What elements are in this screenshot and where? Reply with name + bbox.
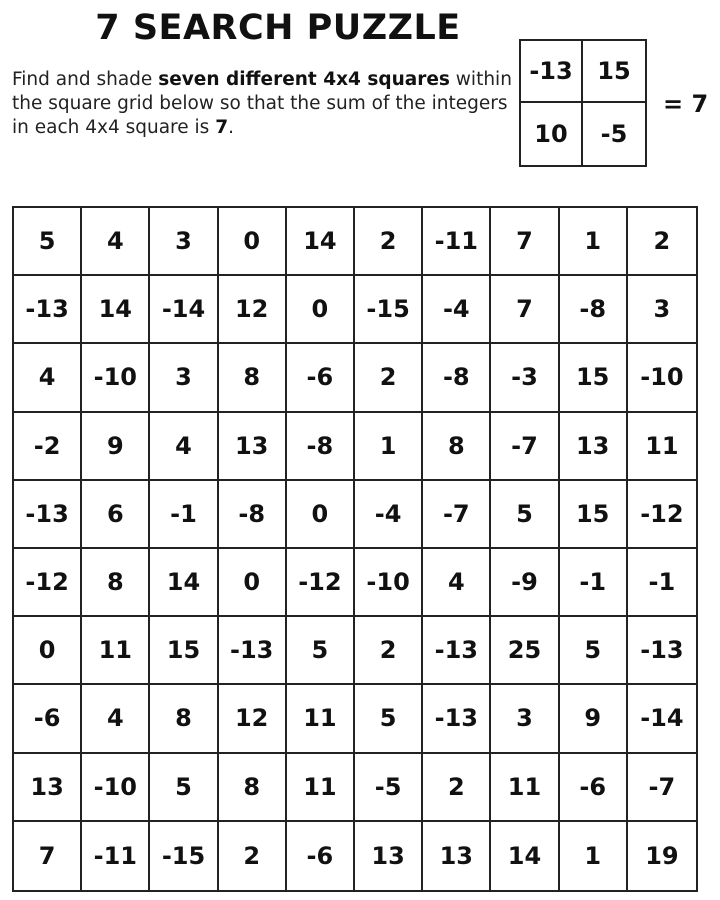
grid-cell[interactable]: 4 [82,208,150,276]
example-cell: 10 [521,103,583,165]
grid-cell[interactable]: 2 [628,208,696,276]
grid-cell[interactable]: 9 [82,413,150,481]
grid-cell[interactable]: 4 [14,344,82,412]
grid-cell[interactable]: 3 [150,208,218,276]
grid-cell[interactable]: -14 [150,276,218,344]
grid-cell[interactable]: -7 [491,413,559,481]
grid-cell[interactable]: -10 [82,344,150,412]
grid-cell[interactable]: -13 [423,685,491,753]
grid-cell[interactable]: -1 [150,481,218,549]
grid-cell[interactable]: 13 [560,413,628,481]
grid-cell[interactable]: -7 [628,754,696,822]
grid-cell[interactable]: -8 [423,344,491,412]
grid-cell[interactable]: 14 [287,208,355,276]
grid-cell[interactable]: 14 [150,549,218,617]
grid-cell[interactable]: 19 [645,841,679,870]
grid-cell[interactable]: -10 [355,549,423,617]
grid-cell[interactable]: 15 [560,344,628,412]
example-cell: -5 [600,120,628,148]
grid-cell[interactable]: 14 [491,822,559,890]
grid-cell[interactable]: -13 [423,617,491,685]
grid-cell[interactable]: 4 [423,549,491,617]
grid-cell[interactable]: 25 [491,617,559,685]
grid-cell[interactable]: -6 [560,754,628,822]
grid-cell[interactable]: 9 [560,685,628,753]
grid-cell[interactable]: -4 [423,276,491,344]
instructions-bold-2: 7 [215,117,229,138]
grid-cell[interactable]: 5 [491,481,559,549]
grid-cell[interactable]: -3 [491,344,559,412]
grid-cell[interactable]: 0 [287,481,355,549]
grid-cell[interactable]: 1 [355,413,423,481]
grid-cell[interactable]: -14 [628,685,696,753]
grid-cell[interactable]: 2 [219,822,287,890]
grid-cell[interactable]: -12 [14,549,82,617]
grid-cell[interactable]: 3 [150,344,218,412]
example-grid [519,39,647,167]
grid-cell[interactable]: 14 [82,276,150,344]
grid-cell[interactable]: -4 [355,481,423,549]
grid-cell[interactable]: 6 [82,481,150,549]
grid-cell[interactable]: 5 [355,685,423,753]
grid-cell[interactable]: -10 [628,344,696,412]
grid-cell[interactable]: -11 [423,208,491,276]
grid-cell[interactable]: 7 [14,822,82,890]
grid-cell[interactable]: -5 [355,754,423,822]
grid-cell[interactable]: 4 [150,413,218,481]
grid-cell[interactable]: -13 [14,276,82,344]
grid-cell[interactable]: -1 [628,549,696,617]
grid-cell[interactable]: 15 [560,481,628,549]
grid-cell[interactable]: 8 [423,413,491,481]
grid-cell[interactable]: -1 [560,549,628,617]
grid-cell[interactable]: -8 [560,276,628,344]
grid-cell[interactable]: -6 [287,822,355,890]
grid-cell[interactable]: 0 [219,549,287,617]
grid-cell[interactable]: 8 [219,754,287,822]
instructions-bold-1: seven different 4x4 squares [158,69,450,90]
grid-cell[interactable]: -8 [287,413,355,481]
grid-cell[interactable]: 1 [560,822,628,890]
grid-cell[interactable]: -6 [287,344,355,412]
grid-cell[interactable]: -15 [150,822,218,890]
grid-cell[interactable]: 5 [14,208,82,276]
grid-cell[interactable]: 11 [491,754,559,822]
grid-cell[interactable]: -10 [82,754,150,822]
grid-cell[interactable]: 7 [491,208,559,276]
grid-cell[interactable]: -13 [14,481,82,549]
grid-cell[interactable]: 2 [355,344,423,412]
grid-cell[interactable]: 8 [219,344,287,412]
instructions-text-2: within the square grid below so that the sum of the integers in each 4x4 square is [12,69,512,138]
grid-cell[interactable]: 11 [287,685,355,753]
instructions [12,68,512,140]
grid-cell[interactable]: 12 [219,276,287,344]
grid-cell[interactable]: 12 [219,685,287,753]
example-cell: 15 [583,41,645,103]
instructions-text-1: Find and shade [12,69,159,90]
grid-cell[interactable]: 1 [560,208,628,276]
example-cell: -13 [521,41,583,103]
grid-cell[interactable]: -2 [14,413,82,481]
grid-cell[interactable]: 7 [491,276,559,344]
instructions-text-3: . [228,117,234,138]
grid-cell[interactable]: 11 [628,413,696,481]
grid-cell[interactable]: 2 [355,617,423,685]
grid-cell[interactable]: 8 [150,685,218,753]
grid-cell[interactable]: 13 [355,822,423,890]
grid-cell[interactable]: 11 [82,617,150,685]
grid-cell[interactable]: 0 [14,617,82,685]
grid-cell[interactable]: 3 [628,276,696,344]
grid-cell[interactable]: -6 [14,685,82,753]
example-equals: = 7 [663,90,709,118]
grid-cell[interactable]: 13 [14,754,82,822]
grid-cell[interactable]: 13 [219,413,287,481]
grid-cell[interactable]: 0 [287,276,355,344]
grid-cell[interactable]: -12 [287,549,355,617]
grid-cell[interactable]: -13 [219,617,287,685]
grid-cell[interactable]: -7 [423,481,491,549]
grid-cell[interactable]: 5 [150,754,218,822]
grid-cell[interactable]: 8 [82,549,150,617]
grid-cell[interactable]: 3 [491,685,559,753]
grid-cell[interactable]: -13 [628,617,696,685]
grid-cell[interactable]: -9 [491,549,559,617]
grid-cell[interactable]: -15 [355,276,423,344]
grid-cell[interactable]: 0 [219,208,287,276]
puzzle-grid [12,206,698,892]
grid-cell[interactable]: 5 [560,617,628,685]
grid-cell[interactable]: -8 [219,481,287,549]
grid-cell[interactable]: -11 [82,822,150,890]
grid-cell[interactable]: 13 [423,822,491,890]
grid-cell[interactable]: 5 [287,617,355,685]
grid-cell[interactable]: 2 [423,754,491,822]
page-title: 7 SEARCH PUZZLE [95,8,461,48]
grid-cell[interactable]: 15 [150,617,218,685]
grid-cell[interactable]: -12 [628,481,696,549]
grid-cell[interactable]: 4 [82,685,150,753]
grid-cell[interactable]: 2 [355,208,423,276]
grid-cell[interactable]: 11 [287,754,355,822]
